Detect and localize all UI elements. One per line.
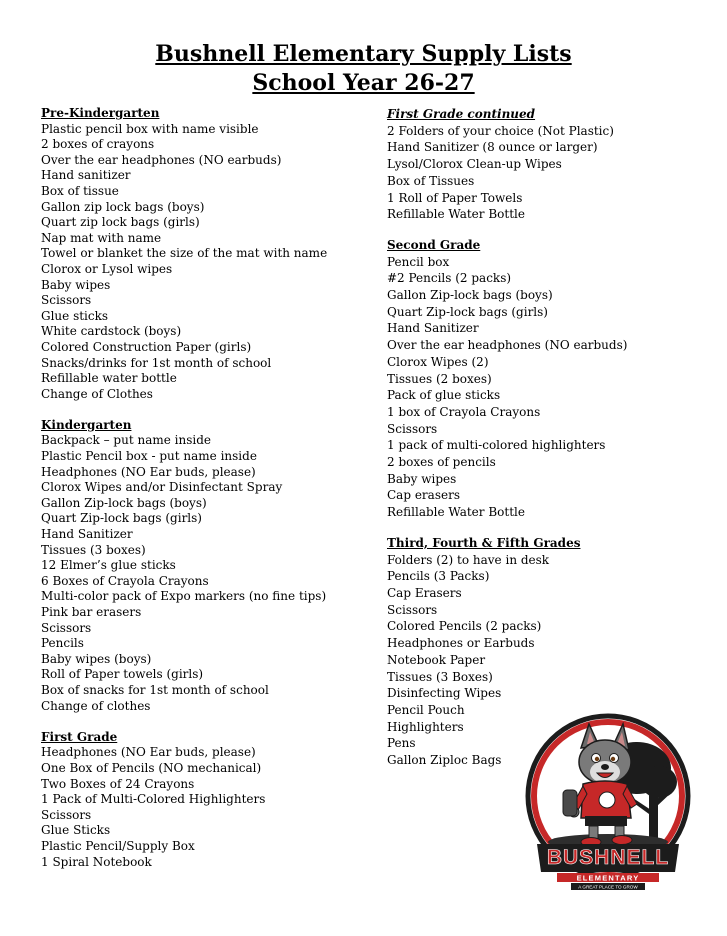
supply-item: Quart Zip-lock bags (girls): [387, 304, 548, 319]
supply-item: Baby wipes (boys): [41, 651, 152, 666]
supply-item: Gallon Ziploc Bags: [387, 753, 502, 768]
supply-item: Scissors: [41, 620, 92, 635]
supply-item: Clorox or Lysol wipes: [41, 261, 173, 276]
supply-item: Two Boxes of 24 Crayons: [41, 776, 195, 791]
supply-item: 2 Folders of your choice (Not Plastic): [387, 123, 614, 138]
supply-item: Disinfecting Wipes: [387, 686, 502, 701]
supply-item: Headphones (NO Ear buds, please): [41, 745, 256, 760]
supply-item: 1 pack of multi-colored highlighters: [387, 438, 606, 453]
section-spacer: [41, 714, 361, 730]
supply-item: Pink bar erasers: [41, 605, 142, 619]
supply-item: Over the ear headphones (NO earbuds): [387, 338, 628, 353]
section-heading: Third, Fourth & Fifth Grades: [387, 535, 581, 550]
section-pre-kindergarten: [41, 106, 361, 402]
supply-item: Clorox Wipes (2): [387, 354, 489, 369]
supply-item: Refillable water bottle: [41, 371, 177, 386]
supply-item: Pencils: [41, 636, 84, 651]
supply-item: Scissors: [387, 602, 438, 617]
supply-item: Refillable Water Bottle: [387, 505, 525, 520]
supply-item: Gallon Zip-lock bags (boys): [387, 288, 553, 303]
supply-item: Clorox Wipes and/or Disinfectant Spray: [41, 480, 283, 495]
supply-item: Backpack – put name inside: [41, 433, 211, 448]
supply-item: Snacks/drinks for 1st month of school: [41, 355, 272, 370]
supply-item: Folders (2) to have in desk: [387, 552, 550, 567]
logo-sub-text: ELEMENTARY: [576, 873, 640, 883]
supply-item: Plastic Pencil/Supply Box: [41, 838, 195, 853]
supply-item: Over the ear headphones (NO earbuds): [41, 152, 282, 167]
right-column: [387, 106, 687, 769]
supply-item: 1 Roll of Paper Towels: [387, 190, 523, 205]
supply-item: Tissues (3 Boxes): [387, 669, 493, 684]
supply-item: Pencils (3 Packs): [387, 569, 490, 584]
supply-item: Hand Sanitizer (8 ounce or larger): [387, 140, 598, 155]
supply-item: Change of clothes: [41, 698, 151, 713]
section-kindergarten: [41, 418, 361, 714]
supply-item: Pencil box: [387, 254, 450, 269]
section-spacer: [387, 521, 687, 535]
supply-item: Headphones (NO Ear buds, please): [41, 464, 256, 479]
supply-item: Pack of glue sticks: [387, 388, 501, 403]
supply-item: Pens: [387, 736, 416, 751]
section-heading: First Grade continued: [387, 107, 536, 121]
section-spacer: [41, 402, 361, 418]
supply-item: Towel or blanket the size of the mat with name: [41, 246, 328, 261]
supply-item: Gallon Zip-lock bags (boys): [41, 495, 207, 510]
supply-item: Quart zip lock bags (girls): [41, 215, 200, 230]
supply-item: Pencil Pouch: [387, 702, 465, 717]
supply-item: Scissors: [41, 807, 92, 822]
supply-item: Change of Clothes: [41, 386, 153, 401]
supply-item: Multi-color pack of Expo markers (no fine tips): [41, 589, 327, 604]
logo-name-text: BUSHNELL: [546, 846, 670, 869]
supply-item: Scissors: [41, 293, 92, 308]
section-heading: Kindergarten: [41, 417, 132, 432]
supply-item: Plastic pencil box with name visible: [41, 121, 259, 136]
supply-item: 2 boxes of crayons: [41, 137, 155, 152]
supply-item: Gallon zip lock bags (boys): [41, 199, 205, 214]
supply-item: 12 Elmer’s glue sticks: [41, 558, 176, 573]
supply-item: Plastic Pencil box - put name inside: [41, 449, 257, 464]
supply-item: One Box of Pencils (NO mechanical): [41, 760, 262, 775]
section-heading: Second Grade: [387, 237, 481, 252]
section-first-grade: [41, 730, 361, 870]
supply-item: Quart Zip-lock bags (girls): [41, 511, 202, 526]
page-title-line-2: School Year 26-27: [252, 70, 475, 96]
supply-item: Colored Construction Paper (girls): [41, 339, 252, 354]
supply-item: Hand Sanitizer: [41, 527, 133, 542]
section-spacer: [387, 223, 687, 237]
supply-item: Box of snacks for 1st month of school: [41, 682, 269, 697]
supply-item: Nap mat with name: [41, 230, 162, 245]
supply-item: Box of Tissues: [387, 173, 475, 188]
supply-item: Hand Sanitizer: [387, 321, 479, 336]
supply-item: Scissors: [387, 421, 438, 436]
logo-tagline-text: A GREAT PLACE TO GROW: [578, 884, 638, 890]
supply-item: Notebook Paper: [387, 652, 486, 667]
supply-item: Highlighters: [387, 719, 464, 734]
supply-item: White cardstock (boys): [41, 324, 182, 339]
section-heading: First Grade: [41, 729, 118, 744]
supply-item: Cap Erasers: [387, 585, 462, 600]
left-column: [41, 106, 361, 870]
section-heading: Pre-Kindergarten: [41, 106, 160, 120]
supply-item: Box of tissue: [41, 183, 119, 198]
supply-item: Refillable Water Bottle: [387, 207, 525, 222]
supply-item: Baby wipes: [387, 471, 457, 486]
supply-item: Tissues (3 boxes): [41, 542, 146, 557]
supply-item: #2 Pencils (2 packs): [387, 271, 512, 286]
supply-item: 1 box of Crayola Crayons: [387, 404, 541, 419]
supply-item: Headphones or Earbuds: [387, 636, 535, 651]
supply-item: Lysol/Clorox Clean-up Wipes: [387, 157, 562, 172]
supply-item: Hand sanitizer: [41, 168, 131, 183]
page-title-line-1: Bushnell Elementary Supply Lists: [155, 41, 572, 67]
supply-item: Baby wipes: [41, 277, 111, 292]
bushnell-wolf-logo: [519, 710, 697, 896]
supply-item: Glue sticks: [41, 308, 109, 323]
supply-item: Colored Pencils (2 packs): [387, 619, 542, 634]
section-first-grade-continued: [387, 106, 687, 223]
supply-item: Roll of Paper towels (girls): [41, 667, 204, 682]
supply-item: 1 Spiral Notebook: [41, 854, 152, 869]
supply-item: 6 Boxes of Crayola Crayons: [41, 573, 209, 588]
supply-item: 1 Pack of Multi-Colored Highlighters: [41, 792, 266, 807]
supply-item: Cap erasers: [387, 488, 460, 503]
section-second-grade: [387, 237, 687, 521]
supply-item: Glue Sticks: [41, 823, 111, 838]
supply-item: Tissues (2 boxes): [387, 371, 492, 386]
supply-item: 2 boxes of pencils: [387, 455, 496, 470]
